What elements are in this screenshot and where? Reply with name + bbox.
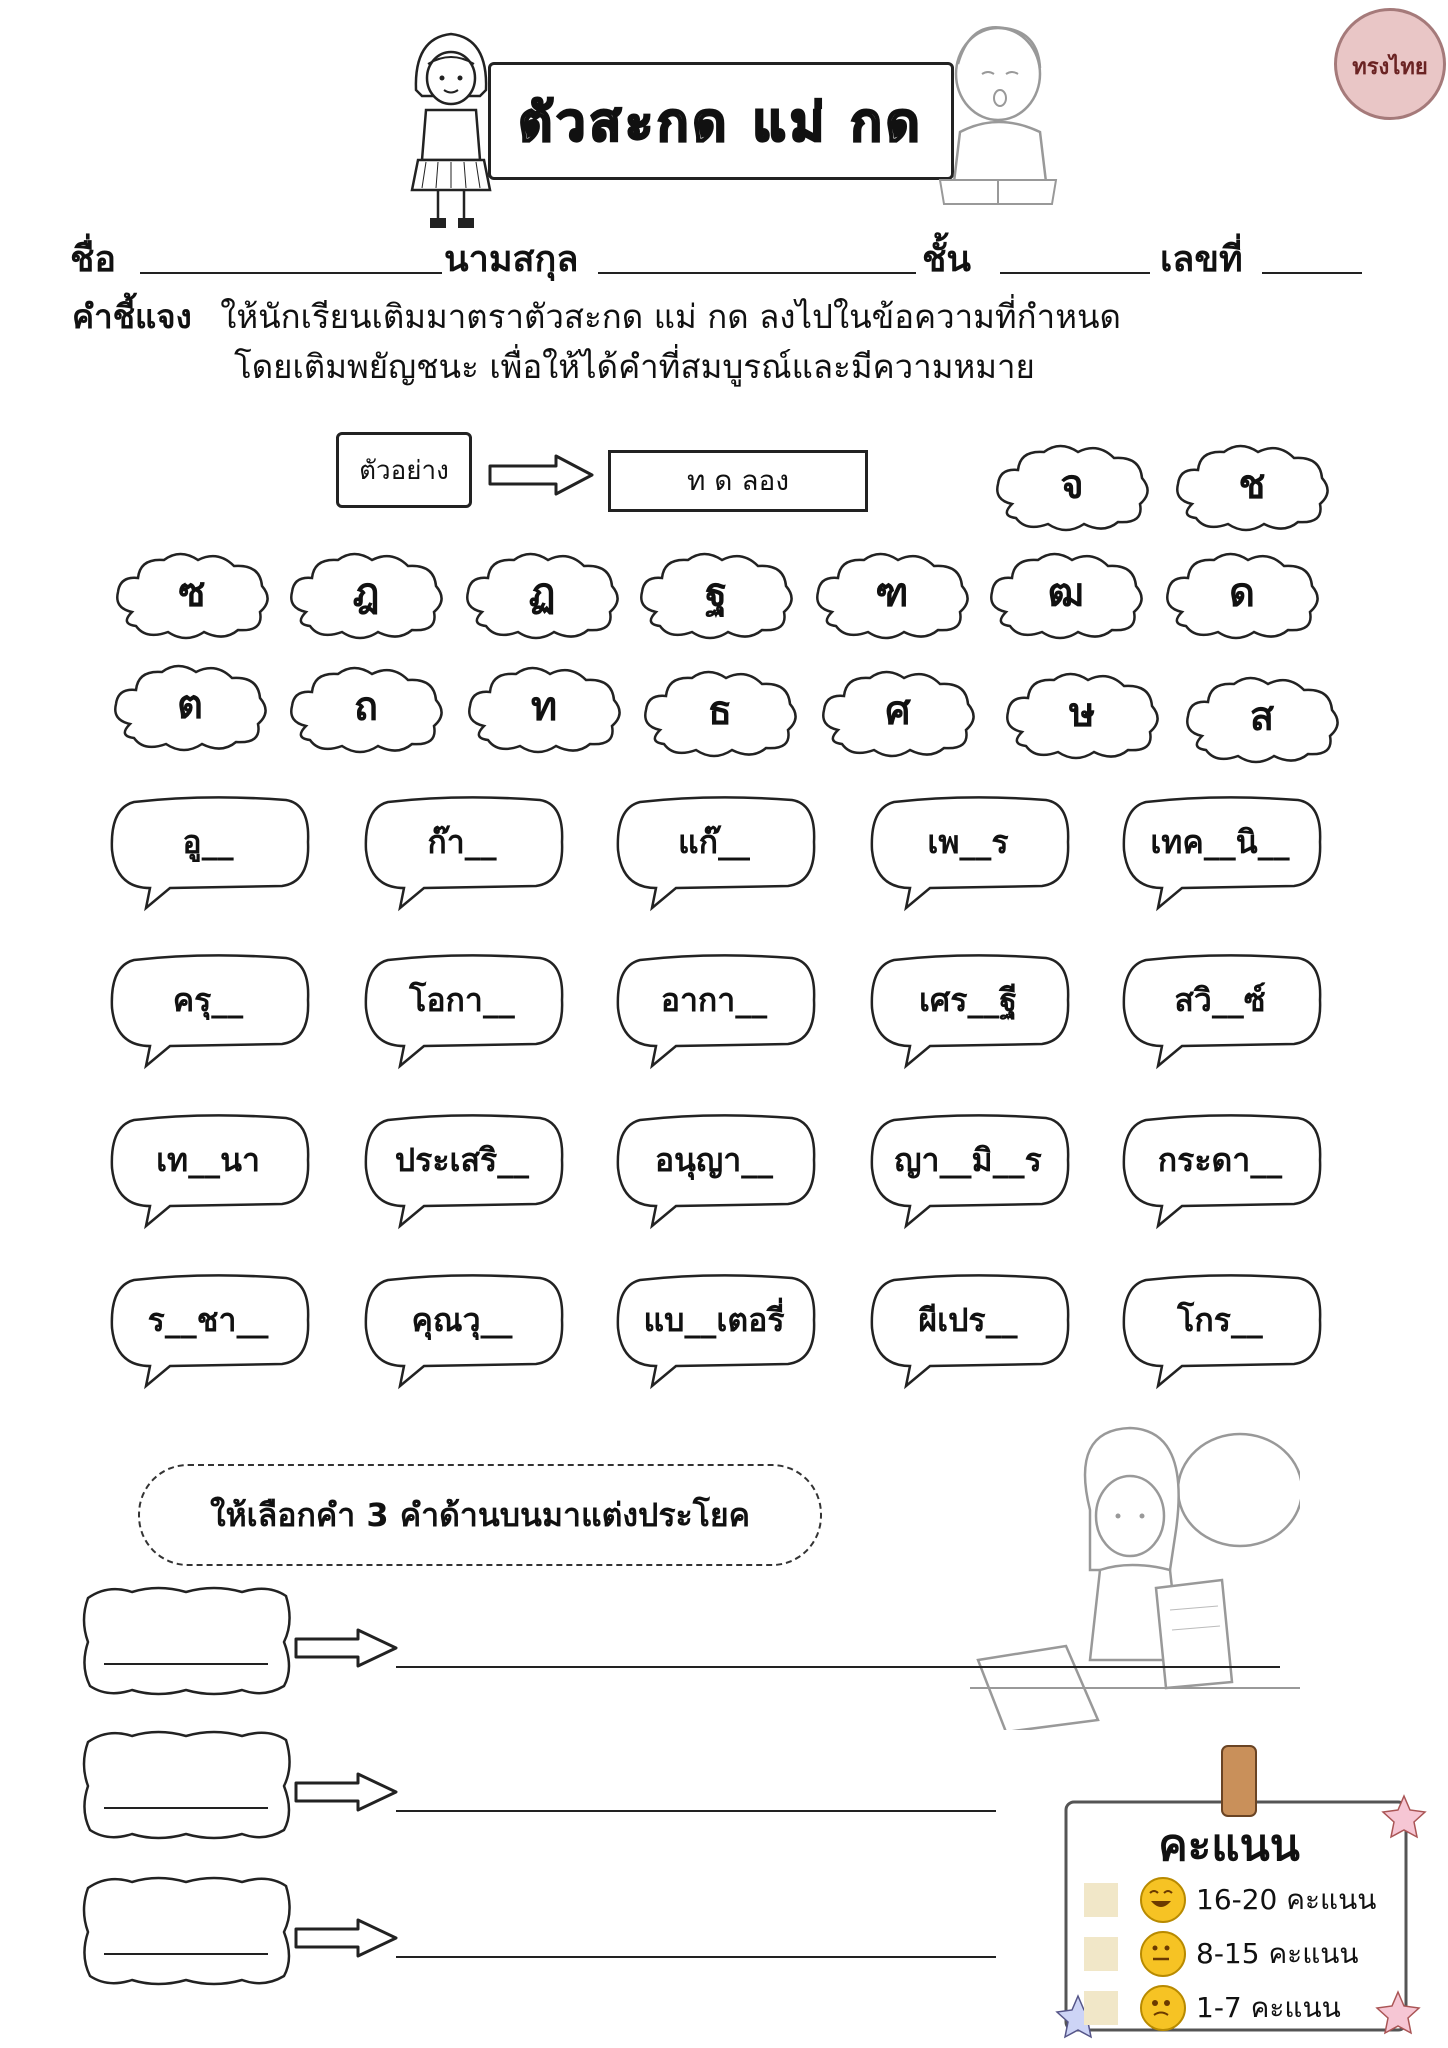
chosen-word-box[interactable] xyxy=(78,1726,296,1844)
letter-cloud xyxy=(108,658,272,750)
score-card xyxy=(1054,1790,1404,2030)
word-bubble xyxy=(866,952,1070,1070)
word-fill-in[interactable]: เพ__ร xyxy=(927,822,1009,861)
word-fill-in[interactable]: อนุญา__ xyxy=(654,1140,774,1179)
score-range-high: 16-20 คะแนน xyxy=(1196,1883,1377,1916)
chosen-word-box[interactable] xyxy=(78,1582,296,1700)
word-bubble xyxy=(360,952,564,1070)
laughing-face-icon xyxy=(1140,1877,1186,1923)
letter-cloud xyxy=(1170,438,1334,530)
word-fill-in[interactable]: เศร__ฐี xyxy=(918,980,1018,1019)
word-fill-in[interactable]: เท__นา xyxy=(156,1140,260,1179)
cloud-letter: ด xyxy=(1229,570,1255,616)
letter-cloud xyxy=(460,546,624,638)
cloud-letter: ส xyxy=(1249,694,1275,740)
letter-cloud xyxy=(1000,666,1164,758)
word-bubble xyxy=(1118,794,1322,912)
letter-cloud xyxy=(1160,546,1324,638)
word-bubble xyxy=(360,1112,564,1230)
score-row-mid xyxy=(1084,1930,1404,1978)
word-bubble xyxy=(106,952,310,1070)
cloud-letter: ท xyxy=(530,684,558,730)
word-bubble xyxy=(1118,952,1322,1070)
cloud-letter: ฐ xyxy=(704,570,728,616)
cloud-letter: จ xyxy=(1060,462,1084,508)
example-word: ท ด ลอง xyxy=(608,450,868,512)
word-fill-in[interactable]: ร__ชา__ xyxy=(147,1300,269,1339)
arrow-right-icon xyxy=(486,452,598,498)
class-field[interactable] xyxy=(1000,272,1150,274)
cloud-letter: ถ xyxy=(353,684,379,730)
word-bubble xyxy=(866,794,1070,912)
page-title: ตัวสะกด แม่ กด xyxy=(518,92,924,153)
instructions-text-2: โดยเติมพยัญชนะ เพื่อให้ได้คำที่สมบูรณ์และมีความหมาย xyxy=(234,347,1035,386)
letter-cloud xyxy=(110,546,274,638)
sad-face-icon xyxy=(1140,1985,1186,2031)
word-fill-in[interactable]: ครุ__ xyxy=(172,980,244,1019)
word-fill-in[interactable]: อากา__ xyxy=(660,980,768,1019)
score-checkbox[interactable] xyxy=(1084,1937,1118,1971)
score-checkbox[interactable] xyxy=(1084,1991,1118,2025)
sentence-line[interactable] xyxy=(396,1810,996,1812)
word-fill-in[interactable]: ก๊า__ xyxy=(427,822,497,861)
letter-cloud xyxy=(810,546,974,638)
score-checkbox[interactable] xyxy=(1084,1883,1118,1917)
word-bubble xyxy=(866,1272,1070,1390)
word-bubble xyxy=(360,1272,564,1390)
title-box xyxy=(488,62,954,180)
word-fill-in[interactable]: แบ__เตอรี่ xyxy=(643,1300,785,1339)
chosen-word-box[interactable] xyxy=(78,1872,296,1990)
cloud-letter: ฏ xyxy=(528,570,556,616)
cloud-letter: ษ xyxy=(1068,690,1096,736)
student-info-row xyxy=(70,230,1370,280)
word-bubble xyxy=(106,1112,310,1230)
word-fill-in[interactable]: กระดา__ xyxy=(1157,1140,1283,1179)
word-fill-in[interactable]: อู__ xyxy=(182,822,234,861)
class-label: ชั้น xyxy=(922,239,972,280)
letter-cloud xyxy=(638,664,802,756)
cloud-letter: ต xyxy=(177,682,203,728)
word-bubble xyxy=(612,952,816,1070)
surname-label: นามสกุล xyxy=(444,239,579,280)
number-label: เลขที่ xyxy=(1160,239,1243,280)
word-bubble xyxy=(612,1112,816,1230)
cloud-letter: ฑ xyxy=(875,570,909,616)
word-bubble xyxy=(612,794,816,912)
word-fill-in[interactable]: โกร__ xyxy=(1177,1300,1263,1339)
task-prompt: ให้เลือกคำ 3 คำด้านบนมาแต่งประโยค xyxy=(138,1464,822,1566)
name-label: ชื่อ xyxy=(70,239,117,280)
cloud-letter: ฒ xyxy=(1047,570,1085,616)
word-fill-in[interactable]: ประเสริ__ xyxy=(394,1140,530,1179)
letter-cloud xyxy=(984,546,1148,638)
letter-cloud xyxy=(990,438,1154,530)
instructions-label: คำชี้แจง xyxy=(72,297,192,336)
score-range-mid: 8-15 คะแนน xyxy=(1196,1937,1359,1970)
score-range-low: 1-7 คะแนน xyxy=(1196,1991,1341,2024)
score-title: คะแนน xyxy=(1158,1820,1300,1871)
word-bubble xyxy=(1118,1112,1322,1230)
cloud-letter: ซ xyxy=(178,570,206,616)
score-row-low xyxy=(1084,1984,1404,2032)
arrow-right-icon xyxy=(292,1770,402,1818)
word-bubble xyxy=(106,794,310,912)
sentence-line[interactable] xyxy=(396,1956,996,1958)
logo-text: ทรงไทย xyxy=(1352,55,1428,80)
letter-cloud xyxy=(634,546,798,638)
letter-cloud xyxy=(462,660,626,752)
surname-field[interactable] xyxy=(598,272,916,274)
cloud-letter: ธ xyxy=(707,688,733,734)
cloud-letter: ช xyxy=(1238,462,1266,508)
word-bubble xyxy=(612,1272,816,1390)
word-fill-in[interactable]: ญา__มิ__ร xyxy=(894,1140,1042,1179)
letter-cloud xyxy=(816,664,980,756)
score-row-high xyxy=(1084,1876,1404,1924)
word-fill-in[interactable]: เทค__นิ__ xyxy=(1150,822,1290,861)
word-bubble xyxy=(1118,1272,1322,1390)
sentence-line[interactable] xyxy=(396,1666,1280,1668)
instructions-line-1 xyxy=(72,290,1372,343)
letter-cloud xyxy=(284,546,448,638)
cloud-letter: ศ xyxy=(885,688,911,734)
word-bubble xyxy=(866,1112,1070,1230)
arrow-right-icon xyxy=(292,1916,402,1964)
letter-cloud xyxy=(284,660,448,752)
school-logo xyxy=(1334,8,1446,120)
word-fill-in[interactable]: โอกา__ xyxy=(409,980,515,1019)
word-bubble xyxy=(360,794,564,912)
neutral-face-icon xyxy=(1140,1931,1186,1977)
number-field[interactable] xyxy=(1262,272,1362,274)
word-fill-in[interactable]: คุณวุ__ xyxy=(411,1300,513,1339)
word-fill-in[interactable]: แก๊__ xyxy=(678,822,750,861)
word-bubble xyxy=(106,1272,310,1390)
letter-cloud xyxy=(1180,670,1344,762)
cloud-letter: ฎ xyxy=(352,570,380,616)
boy-reading-illustration xyxy=(920,12,1070,212)
example-label: ตัวอย่าง xyxy=(336,432,472,508)
word-fill-in[interactable]: ผีเปร__ xyxy=(918,1300,1018,1339)
girl-laptop-illustration xyxy=(970,1420,1300,1730)
instructions-text-1: ให้นักเรียนเติมมาตราตัวสะกด แม่ กด ลงไปในข้อความที่กำหนด xyxy=(220,297,1121,336)
word-fill-in[interactable]: สวิ__ซ์ xyxy=(1174,980,1266,1019)
name-field[interactable] xyxy=(140,272,442,274)
arrow-right-icon xyxy=(292,1626,402,1674)
